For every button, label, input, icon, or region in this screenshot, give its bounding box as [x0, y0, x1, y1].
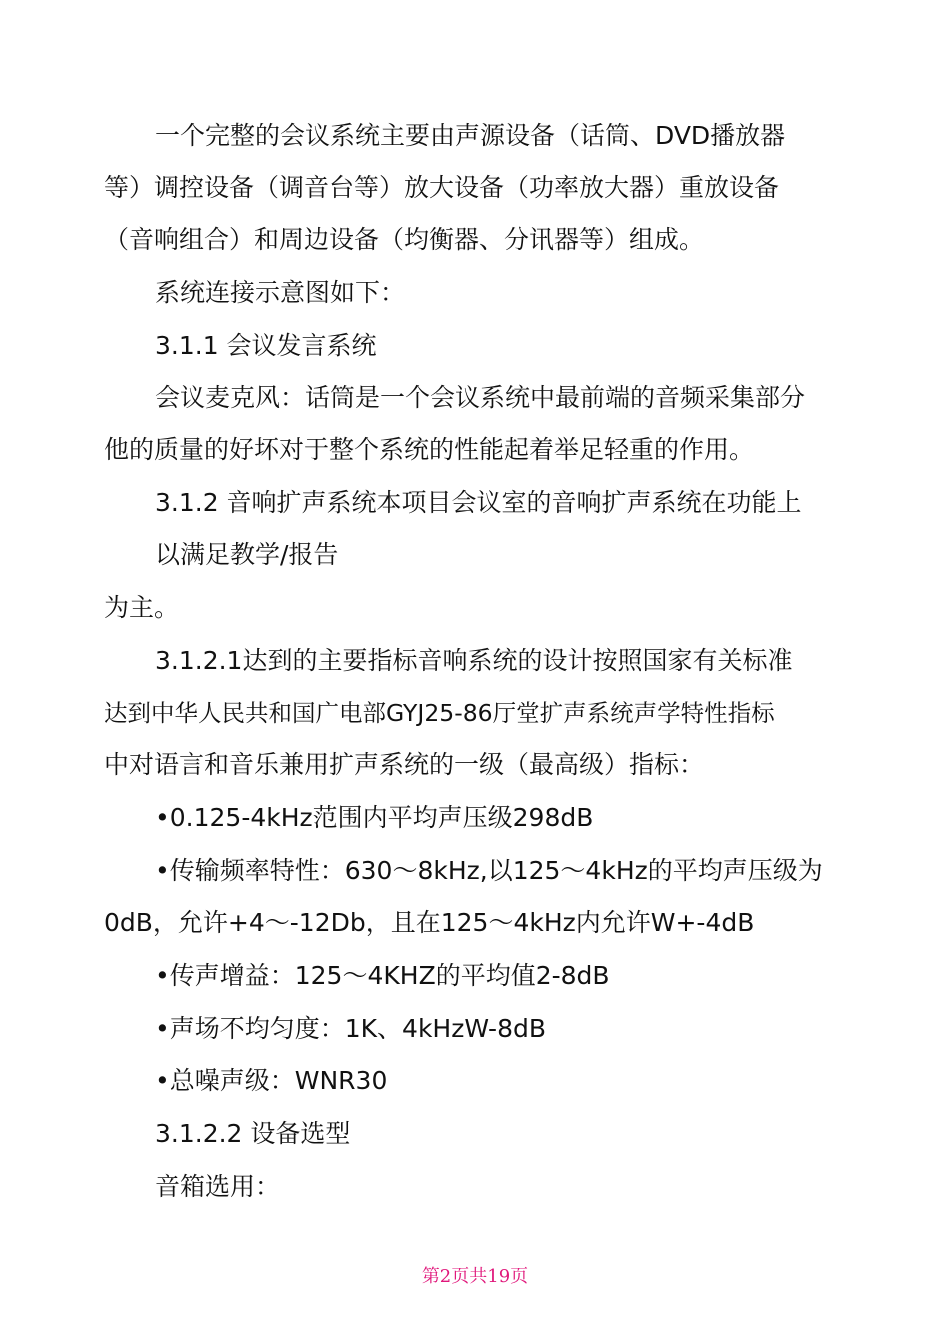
paragraph-line: 中对语言和音乐兼用扩声系统的一级（最高级）指标： — [104, 750, 705, 779]
section-heading: 3.1.2 音响扩声系统本项目会议室的音响扩声系统在功能上 — [155, 488, 802, 517]
bullet-item: •传输频率特性：630〜8kHz,以125〜4kHz的平均声压级为 — [155, 856, 823, 885]
paragraph-line: 等）调控设备（调音台等）放大设备（功率放大器）重放设备 — [104, 173, 780, 202]
paragraph-line: 以满足教学/报告 — [155, 540, 339, 569]
paragraph-line: 系统连接示意图如下： — [155, 278, 406, 307]
paragraph-line: 会议麦克风：话筒是一个会议系统中最前端的音频采集部分 — [155, 383, 806, 412]
section-heading: 3.1.1 会议发言系统 — [155, 331, 377, 360]
bullet-item: •总噪声级：WNR30 — [155, 1066, 388, 1095]
bullet-item: •传声增益：125〜4KHZ的平均值2-8dB — [155, 961, 610, 990]
bullet-item: •0.125-4kHz范围内平均声压级298dB — [155, 803, 594, 832]
page-number-footer: 第2页共19页 — [421, 1266, 529, 1287]
paragraph-line: 一个完整的会议系统主要由声源设备（话筒、DVD播放器 — [155, 121, 786, 150]
bullet-item: •声场不均匀度：1K、4kHzW-8dB — [155, 1014, 547, 1043]
paragraph-line: 达到中华人民共和国广电部GYJ25-86厅堂扩声系统声学特性指标 — [104, 699, 775, 727]
paragraph-line: （音响组合）和周边设备（均衡器、分讯器等）组成。 — [104, 225, 705, 254]
paragraph-line: 音箱选用： — [155, 1172, 281, 1201]
section-heading: 3.1.2.1达到的主要指标音响系统的设计按照国家有关标准 — [155, 646, 793, 675]
paragraph-line: 0dB，允许+4〜-12Db，且在125〜4kHz内允许W+-4dB — [104, 908, 755, 937]
section-heading: 3.1.2.2 设备选型 — [155, 1119, 351, 1148]
paragraph-line: 他的质量的好坏对于整个系统的性能起着举足轻重的作用。 — [104, 435, 755, 464]
paragraph-line: 为主。 — [104, 593, 180, 622]
